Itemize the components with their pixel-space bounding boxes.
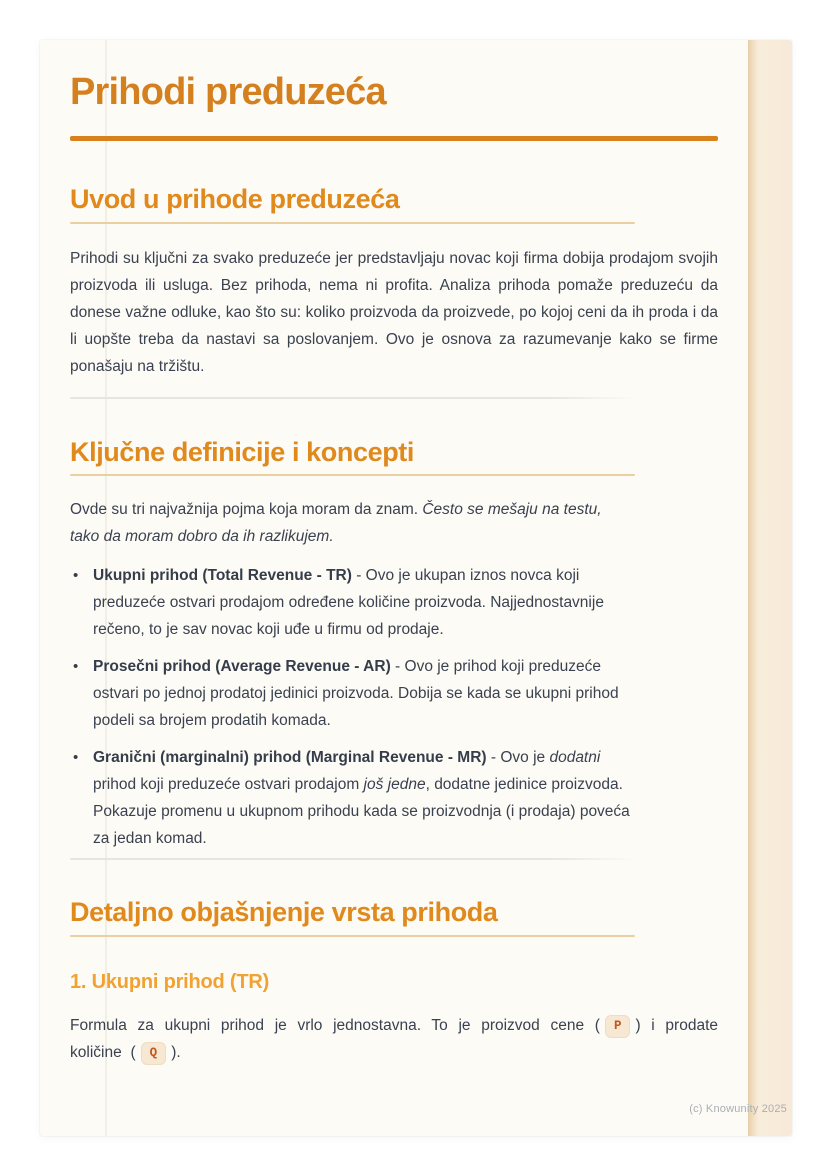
page-content [40, 40, 718, 1066]
section-heading-intro: Uvod u prihode preduzeća [70, 183, 400, 214]
formula-text: ) i prodate količine ( [70, 1017, 718, 1062]
definitions-lead-paragraph [70, 496, 615, 550]
term-description-italic: dodatni [549, 749, 601, 767]
formula-text: ). [171, 1044, 181, 1062]
list-item-marginal-revenue [70, 744, 638, 852]
list-item-total-revenue [70, 562, 638, 643]
term-bold: Granični (marginalni) prihod (Marginal Revenue - MR) [93, 749, 487, 767]
bullet-marker: • [73, 567, 79, 585]
formula-text: Formula za ukupni prihod je vrlo jednostavna. To je proizvod cene ( [70, 1017, 600, 1035]
term-bold: Ukupni prihod (Total Revenue - TR) [93, 567, 352, 585]
list-item-average-revenue [70, 653, 638, 734]
section-intro [70, 183, 718, 380]
term-bold: Prosečni prihod (Average Revenue - AR) [93, 658, 391, 676]
section-underline-rule [70, 474, 635, 476]
section-underline-rule [70, 935, 635, 937]
bullet-marker: • [73, 658, 79, 676]
lead-text: Ovde su tri najvažnija pojma koja moram da znam. [70, 501, 423, 519]
section-divider [70, 858, 635, 860]
term-description: , dodatne jedinice proizvoda. Pokazuje promenu u ukupnom prihodu kada se proizvodnja (i prodaja) poveća za jedan komad. [93, 776, 630, 848]
term-description: - Ovo je [486, 749, 550, 767]
section-heading-definitions: Ključne definicije i koncepti [70, 436, 414, 467]
section-detailed [70, 896, 718, 1066]
section-heading-detailed: Detaljno objašnjenje vrsta prihoda [70, 897, 498, 928]
term-description: prihod koji preduzeće ostvari prodajom [93, 776, 364, 794]
definitions-list [70, 562, 718, 852]
quantity-code-chip: Q [141, 1042, 167, 1065]
term-description-italic: još jedne [363, 776, 426, 794]
subsection-heading-total-revenue: 1. Ukupni prihod (TR) [70, 971, 270, 994]
formula-paragraph [70, 1012, 718, 1066]
page-title: Prihodi preduzeća [70, 71, 386, 113]
notes-page [40, 40, 792, 1136]
term-description: - Ovo je prihod koji preduzeće ostvari po jednoj prodatoj jedinici proizvoda. Dobija se kada se ukupni prihod podeli sa brojem prodatih komada. [93, 658, 619, 730]
bullet-marker: • [73, 749, 79, 767]
price-code-chip: P [605, 1015, 631, 1038]
intro-paragraph: Prihodi su ključni za svako preduzeće jer predstavljaju novac koji firma dobija prodajom svojih proizvoda ili usluga. Bez prihoda, nema ni profita. Analiza prihoda pomaže preduzeću da donese važne odluke, kao što su: koliko proizvoda da proizvede, po kojoj ceni da ih proda i da li uopšte treba da nastavi sa poslovanjem. Ovo je osnova za razumevanje kako se firme ponašaju na tržištu. [70, 249, 718, 375]
copyright-watermark: (c) Knowunity 2025 [689, 1103, 787, 1115]
term-description: - Ovo je ukupan iznos novca koji preduzeće ostvari prodajom određene količine proizvoda. Najjednostavnije rečeno, to je sav novac koji uđe u firmu od prodaje. [93, 567, 604, 639]
page-edge-strip [748, 40, 792, 1136]
lead-text-italic: Često se mešaju na testu, tako da moram dobro da ih razlikujem. [70, 501, 602, 546]
section-divider [70, 397, 635, 399]
section-definitions [70, 436, 718, 853]
section-underline-rule [70, 222, 635, 224]
title-underline-rule [70, 136, 718, 141]
